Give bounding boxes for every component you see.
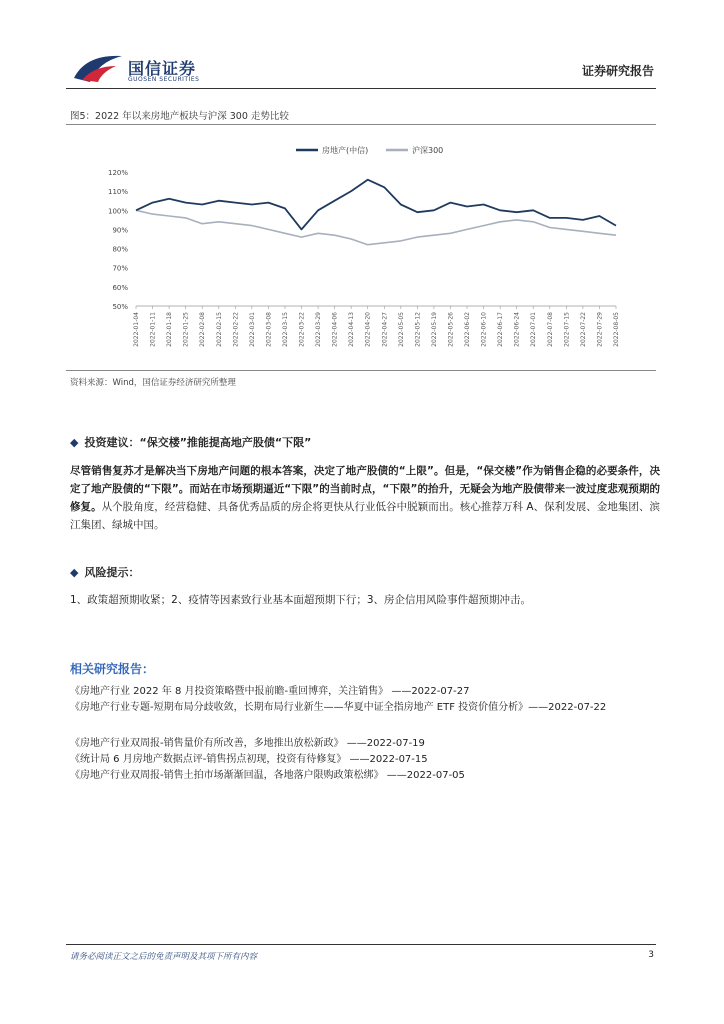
x-tick-label: 2022-08-05 (613, 312, 620, 347)
figure-source: 资料来源：Wind，国信证券经济研究所整理 (70, 378, 236, 388)
x-tick-label: 2022-01-18 (166, 312, 174, 347)
y-tick-label: 120% (107, 169, 128, 177)
x-tick-label: 2022-04-13 (348, 312, 356, 347)
x-tick-label: 2022-05-26 (447, 312, 455, 347)
investment-bold-text: 尽管销售复苏才是解决当下房地产问题的根本答案，决定了地产股债的“上限”。但是，“保交楼”作为销售企稳的必要条件，决定了地产股债的“下限”。而站在市场预期逼近“下限”的当前时点，“下限”的抬升，无疑会为地产股债带来一波过度悲观预期的修复。 (70, 465, 660, 513)
legend-label-realestate: 房地产(中信) (322, 146, 369, 155)
x-tick-label: 2022-03-01 (248, 312, 256, 347)
chart-legend (296, 145, 443, 155)
y-tick-label: 90% (112, 226, 128, 235)
x-tick-label: 2022-07-22 (579, 312, 587, 347)
investment-paragraph (70, 462, 660, 534)
x-tick-label: 2022-07-08 (546, 312, 554, 347)
x-tick-label: 2022-01-11 (149, 312, 157, 347)
x-tick-label: 2022-03-08 (265, 312, 273, 347)
x-tick-label: 2022-07-15 (563, 312, 571, 347)
x-tick-label: 2022-06-02 (464, 312, 472, 347)
investment-heading (70, 434, 311, 450)
diamond-bullet-icon: ◆ (70, 566, 79, 579)
y-tick-label: 70% (112, 264, 128, 273)
related-report-item[interactable]: 《房地产行业 2022 年 8 月投资策略暨中报前瞻-重回博弈，关注销售》 ——2022-07-27 (70, 686, 470, 697)
related-report-item[interactable]: 《房地产行业双周报-销售土拍市场渐渐回温，各地落户限购政策松绑》 ——2022-07-05 (70, 770, 465, 781)
chart-series (136, 180, 616, 245)
y-tick-label: 60% (112, 283, 128, 292)
figure-bottom-rule (66, 370, 656, 371)
company-logo (72, 52, 222, 86)
x-tick-label: 2022-03-15 (281, 312, 289, 347)
y-tick-label: 80% (112, 245, 128, 254)
diamond-bullet-icon: ◆ (70, 436, 79, 449)
x-tick-label: 2022-02-08 (199, 312, 207, 347)
risk-heading-text: 风险提示： (84, 566, 140, 579)
report-type-label: 证券研究报告 (581, 64, 654, 78)
figure-top-rule (66, 124, 656, 125)
footer-disclaimer: 请务必阅读正文之后的免责声明及其项下所有内容 (70, 952, 258, 962)
line-chart (66, 128, 656, 368)
investment-normal-text: 从个股角度，经营稳健、具备优秀品质的房企将更快从行业低谷中脱颖而出。核心推荐万科 A、保利发展、金地集团、滨江集团、绿城中国。 (70, 501, 660, 531)
x-tick-label: 2022-05-12 (414, 312, 422, 347)
legend-label-hs300: 沪深300 (412, 146, 444, 155)
x-tick-label: 2022-06-24 (513, 312, 521, 347)
series-line-realestate (136, 180, 616, 230)
footer-divider (66, 944, 656, 945)
x-tick-label: 2022-07-29 (596, 312, 604, 347)
y-tick-label: 50% (112, 303, 128, 311)
x-tick-label: 2022-05-05 (397, 312, 405, 347)
x-tick-label: 2022-03-29 (315, 312, 323, 347)
figure-title: 图5：2022 年以来房地产板块与沪深 300 走势比较 (70, 111, 289, 122)
x-tick-label: 2022-07-01 (530, 312, 538, 347)
x-tick-label: 2022-01-25 (182, 312, 190, 347)
guosen-logo-icon (72, 52, 124, 84)
x-tick-label: 2022-05-19 (430, 312, 438, 347)
x-tick-label: 2022-06-17 (497, 312, 505, 347)
x-axis (133, 306, 620, 347)
related-report-item[interactable]: 《房地产行业双周报-销售量价有所改善，多地推出放松新政》 ——2022-07-19 (70, 738, 425, 749)
y-tick-label: 100% (107, 207, 128, 216)
page-number: 3 (648, 950, 654, 960)
x-tick-label: 2022-06-10 (480, 312, 488, 347)
investment-heading-text: 投资建议：“保交楼”推能提高地产股债“下限” (84, 436, 312, 449)
y-axis (108, 169, 128, 311)
x-tick-label: 2022-02-15 (215, 312, 223, 347)
logo-text-cn: 国信证券 (128, 59, 197, 78)
x-tick-label: 2022-04-20 (364, 312, 372, 347)
x-tick-label: 2022-01-04 (133, 312, 140, 347)
x-tick-label: 2022-04-27 (381, 312, 389, 347)
related-report-item[interactable]: 《统计局 6 月房地产数据点评-销售拐点初现，投资有待修复》 ——2022-07-15 (70, 754, 428, 765)
risk-text: 1、政策超预期收紧；2、疫情等因素致行业基本面超预期下行；3、房企信用风险事件超预期冲击。 (70, 594, 532, 606)
x-tick-label: 2022-03-22 (298, 312, 306, 347)
x-tick-label: 2022-02-22 (232, 312, 240, 347)
logo-text-en: GUOSEN SECURITIES (128, 76, 200, 83)
y-tick-label: 110% (107, 188, 128, 197)
risk-heading (70, 564, 139, 580)
related-report-item[interactable]: 《房地产行业专题-短期布局分歧收敛，长期布局行业新生——华夏中证全指房地产 ETF 投资价值分析》——2022-07-22 (70, 702, 607, 713)
related-reports-heading: 相关研究报告： (70, 662, 155, 676)
x-tick-label: 2022-04-06 (331, 312, 339, 347)
header-divider (66, 88, 656, 89)
